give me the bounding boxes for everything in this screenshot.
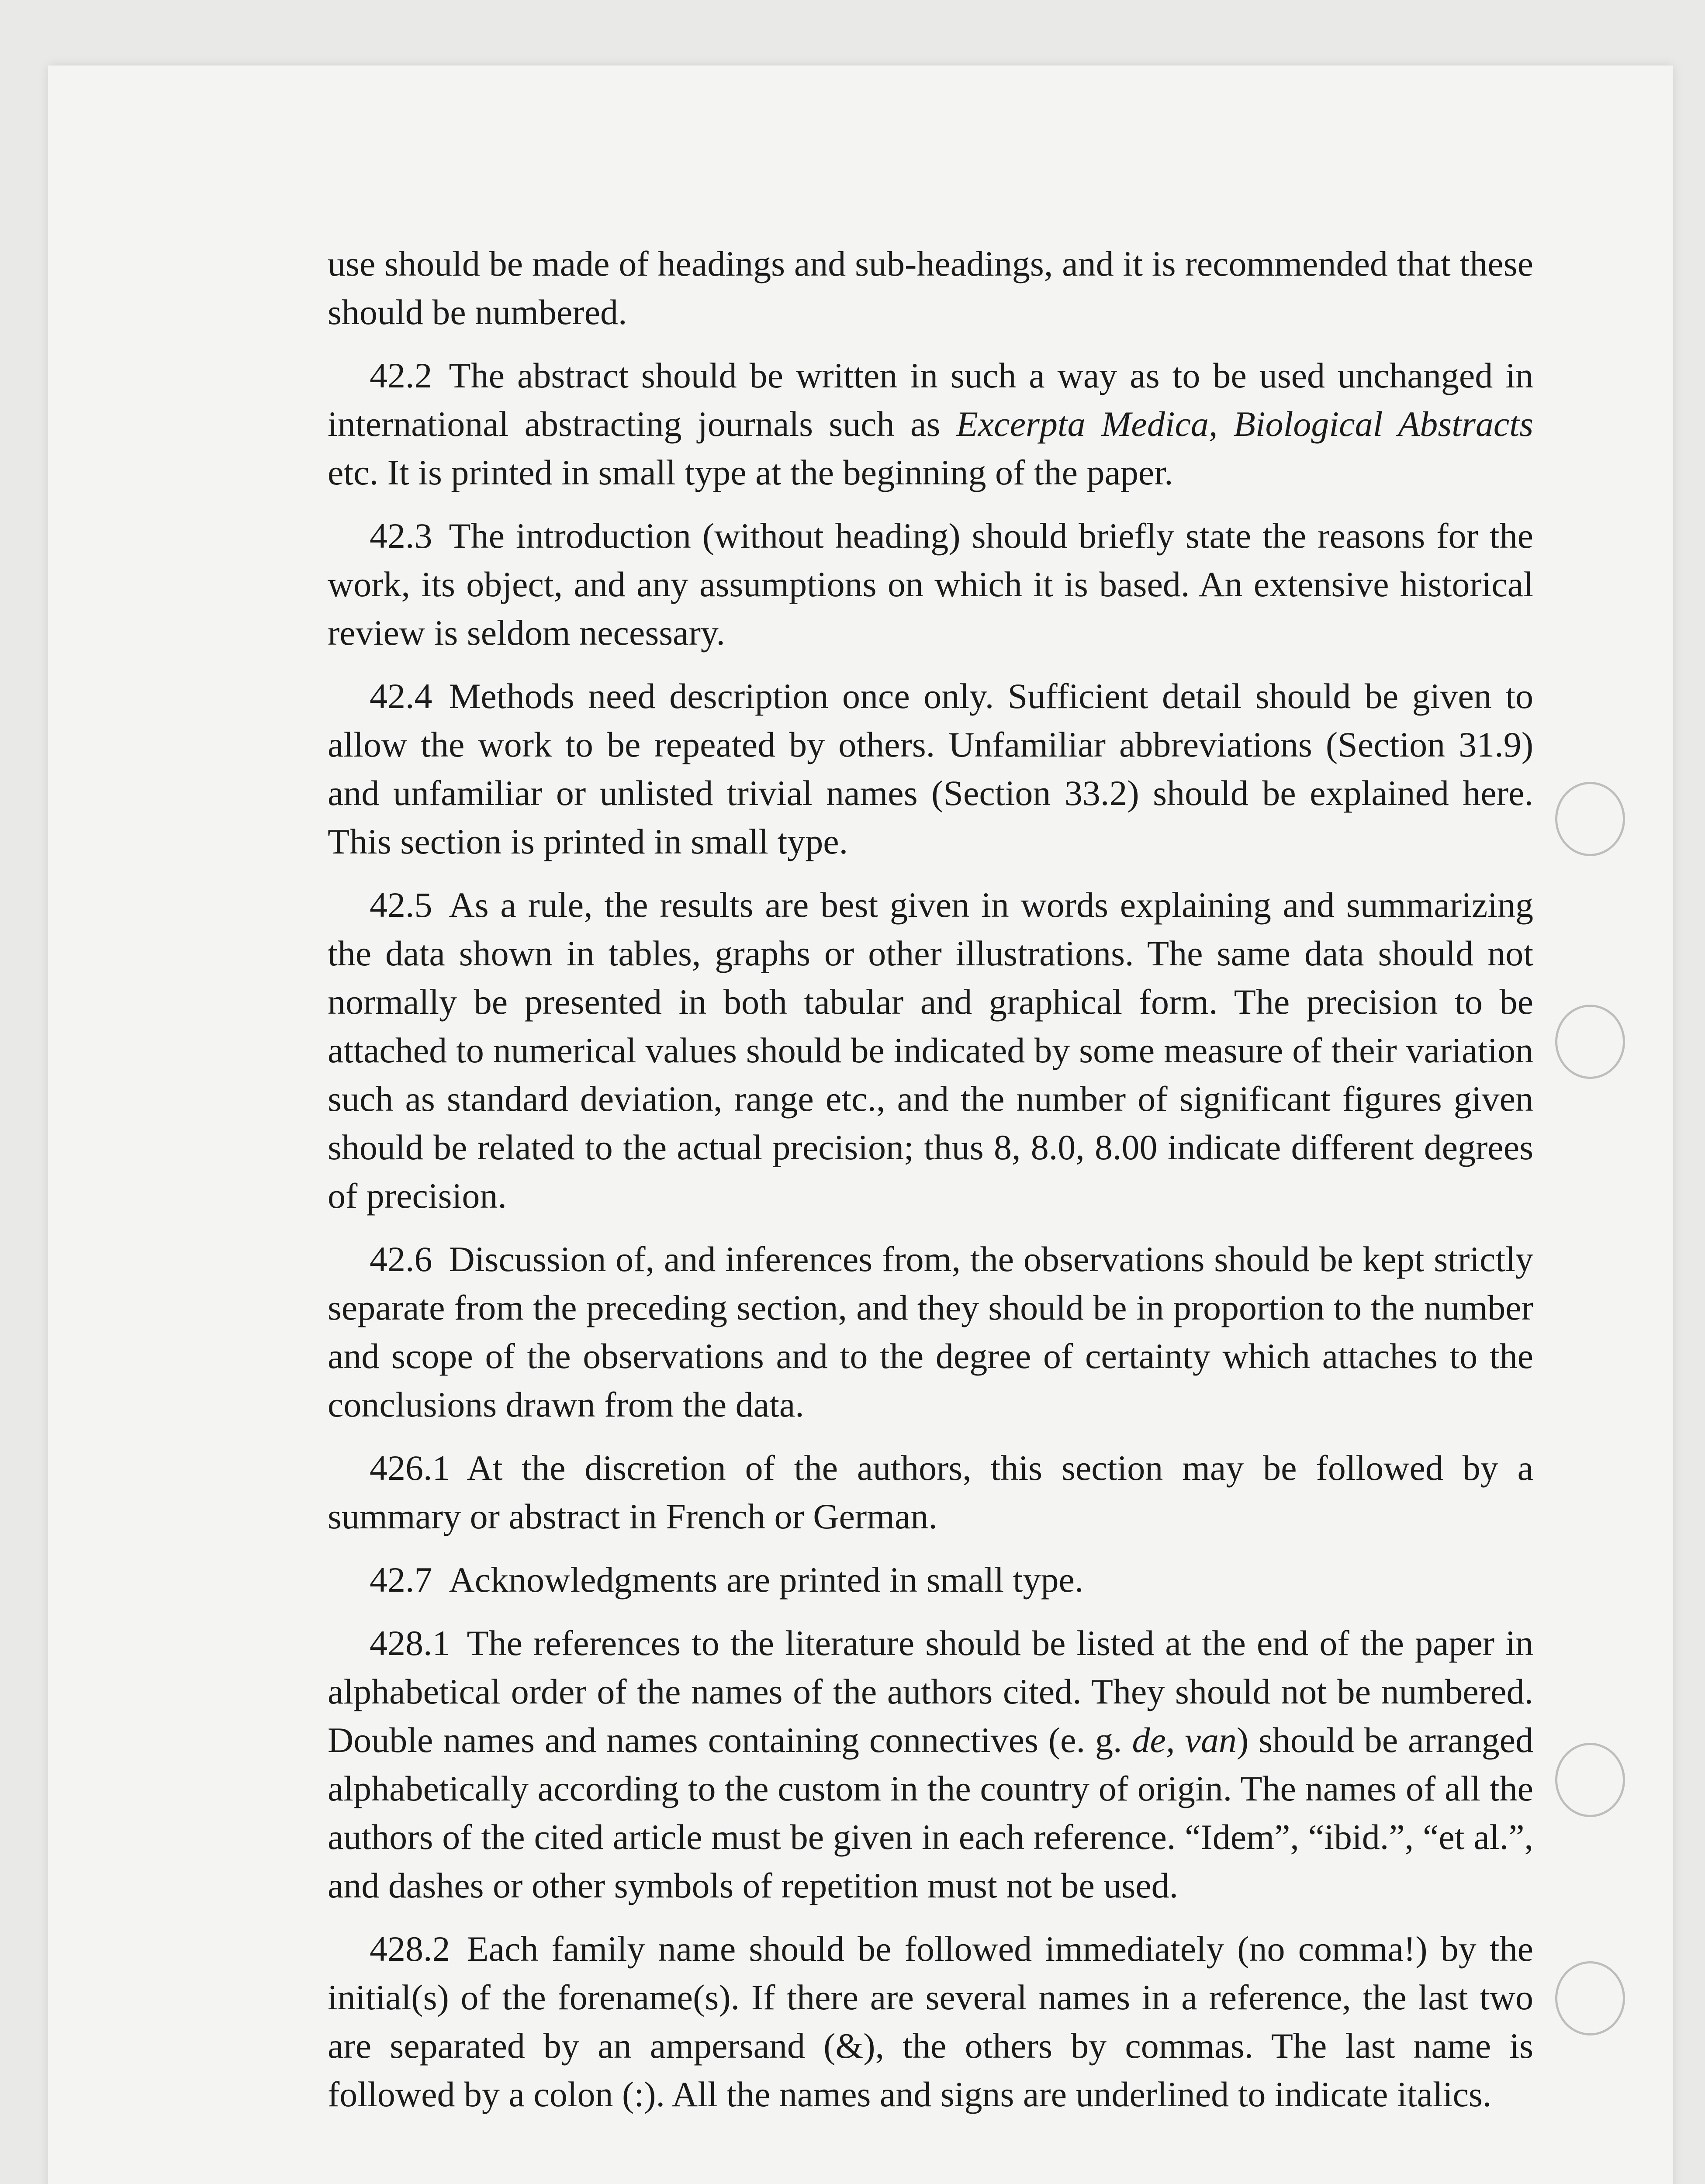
section-number: 42.2 (370, 356, 432, 395)
section-number: 42.6 (370, 1239, 432, 1279)
section-number: 42.3 (370, 516, 432, 556)
section-number: 42.5 (370, 885, 432, 925)
paragraph-text: The abstract should be written in such a way as to be used unchanged in international abstracting journals such as (328, 356, 1533, 444)
section-number: 426.1 (370, 1448, 450, 1488)
section-number: 428.1 (370, 1623, 450, 1663)
paragraph-continuation: use should be made of headings and sub-headings, and it is recommended that these should be numbered. (328, 244, 1533, 332)
paragraph-text: Methods need description once only. Sufficient detail should be given to allow the work to be repeated by others. Unfamiliar abbreviations (Section 31.9) and unfamiliar or unlisted trivial names (Section 33.2) should be explained here. This section is printed in small type. (328, 676, 1533, 861)
paragraph-text: Discussion of, and inferences from, the observations should be kept strictly separate from the preceding section, and they should be in proportion to the number and scope of the observations and to the degree of certainty which attaches to the conclusions drawn from the data. (328, 1239, 1533, 1424)
paragraph-42-6 (328, 1235, 1533, 1429)
paragraph-text: The references to the literature should be listed at the end of the paper in alphabetical order of the names of the authors cited. They should not be numbered. Double names and names containing connectives (e. g. (328, 1623, 1533, 1760)
binder-hole-mark (1555, 1961, 1625, 2035)
paragraph-428-1 (328, 1619, 1533, 1910)
paragraph-text: The introduction (without heading) should briefly state the reasons for the work, its object, and any assumptions on which it is based. An extensive historical review is seldom necessary. (328, 516, 1533, 653)
binder-hole-mark (1555, 782, 1625, 856)
binder-hole-mark (1555, 1005, 1625, 1079)
paragraph-42-7 (328, 1555, 1533, 1604)
paragraph-text: Acknowledgments are printed in small type. (449, 1560, 1084, 1600)
section-number: 42.4 (370, 676, 432, 716)
paragraph-text: As a rule, the results are best given in words explaining and summarizing the data shown in tables, graphs or other illustrations. The same data should not normally be presented in both tabular and graphical form. The precision to be attached to numerical values should be indicated by some measure of their variation such as standard deviation, range etc., and the number of significant figures given should be related to the actual precision; thus 8, 8.0, 8.00 indicate different degrees of precision. (328, 885, 1533, 1216)
paragraph-428-2 (328, 1925, 1533, 2118)
section-number: 428.2 (370, 1929, 450, 1969)
paragraph-426-1 (328, 1444, 1533, 1541)
paragraph-42-4 (328, 672, 1533, 866)
body-text (328, 239, 1533, 2133)
connective-examples: de, van (1132, 1720, 1237, 1760)
paragraph-42-3 (328, 511, 1533, 657)
paragraph-42-5 (328, 881, 1533, 1220)
binder-hole-mark (1555, 1743, 1625, 1817)
paragraph-text: ) should be arranged alphabetically according to the custom in the country of origin. The names of all the authors of the cited article must be given in each reference. “Idem”, “ibid.”, “et al.”, and dashes or other symbols of repetition must not be used. (328, 1720, 1533, 1905)
section-number: 42.7 (370, 1560, 432, 1600)
paragraph-text: Each family name should be followed immediately (no comma!) by the initial(s) of the forename(s). If there are several names in a reference, the last two are separated by an ampersand (&), the others by commas. The last name is followed by a colon (:). All the names and signs are underlined to indicate italics. (328, 1929, 1533, 2114)
paragraph-42-2 (328, 351, 1533, 497)
journal-names: Excerpta Medica, Biological Abstracts (956, 404, 1533, 444)
paragraph-text: etc. It is printed in small type at the beginning of the paper. (328, 453, 1173, 492)
paragraph-text: At the discretion of the authors, this section may be followed by a summary or abstract in French or German. (328, 1448, 1533, 1536)
